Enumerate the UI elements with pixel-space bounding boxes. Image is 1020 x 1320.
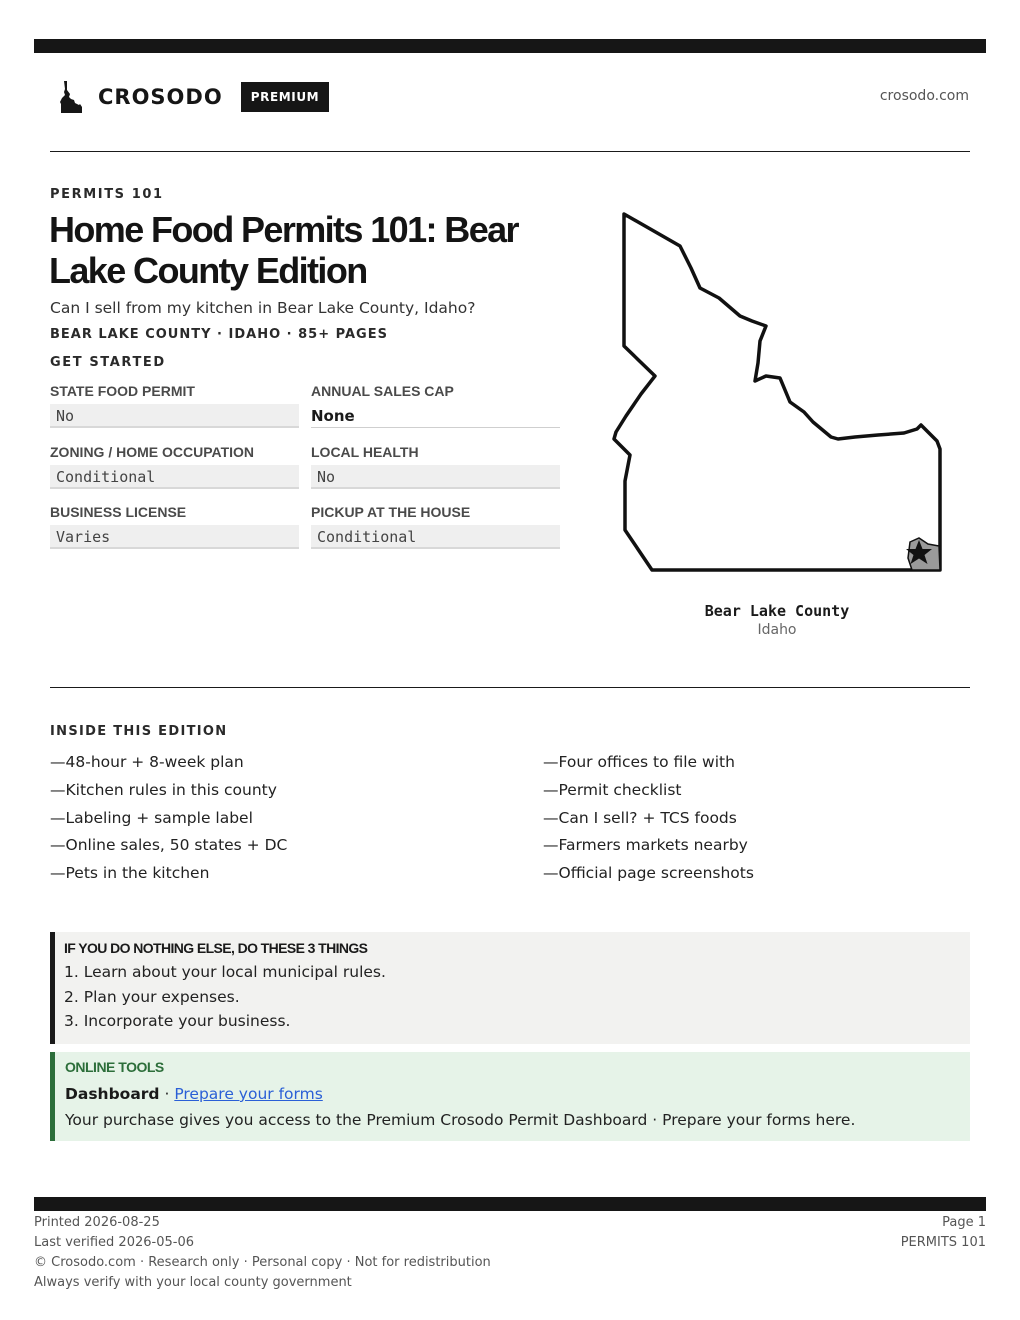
section-kicker: PERMITS 101 [50, 187, 164, 202]
list-item: —Official page screenshots [543, 864, 754, 883]
tools-description: Your purchase gives you access to the Premium Crosodo Permit Dashboard · Prepare your forms here. [65, 1111, 856, 1129]
field-zoning [50, 444, 299, 489]
idaho-silhouette-icon [58, 80, 84, 114]
field-local-health [311, 444, 560, 489]
list-item: —Farmers markets nearby [543, 836, 748, 855]
list-item: —Can I sell? + TCS foods [543, 808, 737, 827]
field-label: PICKUP AT THE HOUSE [311, 504, 471, 520]
section-divider [50, 687, 970, 688]
separator: · [159, 1085, 175, 1103]
field-value: Conditional [50, 465, 299, 489]
field-state-food-permit [50, 383, 299, 428]
page-number: Page 1 [942, 1215, 986, 1230]
dashboard-label: Dashboard [65, 1085, 160, 1103]
list-item: —Kitchen rules in this county [50, 780, 277, 799]
list-item: —48-hour + 8-week plan [50, 753, 244, 771]
verify-note: Always verify with your local county government [34, 1275, 352, 1290]
brand[interactable] [58, 80, 329, 114]
list-item: —Permit checklist [543, 780, 682, 799]
three-things-callout [50, 932, 970, 1044]
callout-item: 3. Incorporate your business. [64, 1012, 291, 1030]
list-item: —Four offices to file with [543, 753, 735, 771]
footer-bar [34, 1197, 986, 1211]
field-label: BUSINESS LICENSE [50, 504, 187, 520]
toc-right [543, 751, 963, 890]
page-title: Home Food Permits 101: Bear Lake County Edition [49, 209, 518, 291]
edition-meta: BEAR LAKE COUNTY · IDAHO · 85+ PAGES [50, 327, 388, 342]
footer-right [901, 1213, 986, 1253]
brand-name: CROSODO [98, 85, 223, 109]
toc-left [50, 751, 470, 890]
prepare-forms-link[interactable]: Prepare your forms [174, 1085, 323, 1103]
field-label: STATE FOOD PERMIT [50, 383, 195, 399]
field-value: Varies [50, 525, 299, 549]
online-tools-panel [50, 1052, 970, 1141]
premium-badge: PREMIUM [241, 82, 330, 112]
top-bar [34, 39, 986, 53]
field-label: LOCAL HEALTH [311, 444, 419, 460]
field-label: ZONING / HOME OCCUPATION [50, 444, 255, 460]
copyright: © Crosodo.com · Research only · Personal copy · Not for redistribution [34, 1255, 491, 1270]
map-caption [677, 602, 877, 638]
field-value: Conditional [311, 525, 560, 549]
tools-link-line [65, 1081, 970, 1107]
footer-section: PERMITS 101 [900, 1235, 986, 1250]
callout-item: 1. Learn about your local municipal rules. [64, 963, 386, 981]
field-business-license [50, 504, 299, 549]
list-item: —Online sales, 50 states + DC [50, 836, 288, 855]
list-item: —Labeling + sample label [50, 808, 253, 827]
header-divider [50, 151, 970, 152]
idaho-outline [614, 214, 940, 570]
verified-date: Last verified 2026-05-06 [34, 1235, 194, 1250]
field-pickup [311, 504, 560, 549]
page-subtitle: Can I sell from my kitchen in Bear Lake County, Idaho? [50, 299, 476, 317]
tools-heading: ONLINE TOOLS [65, 1059, 164, 1075]
callout-heading: IF YOU DO NOTHING ELSE, DO THESE 3 THINGS [64, 940, 368, 956]
field-value: None [311, 404, 560, 428]
footer-left [34, 1213, 491, 1293]
list-item: —Pets in the kitchen [50, 864, 210, 883]
idaho-county-map [608, 206, 948, 578]
field-value: No [311, 465, 560, 489]
map-county-name: Bear Lake County [704, 602, 850, 620]
map-state-name: Idaho [757, 622, 797, 638]
printed-date: Printed 2026-08-25 [34, 1215, 160, 1230]
field-value: No [50, 404, 299, 428]
callout-item: 2. Plan your expenses. [64, 987, 240, 1006]
field-label: ANNUAL SALES CAP [311, 383, 454, 399]
get-started-heading: GET STARTED [50, 355, 166, 370]
field-annual-sales-cap [311, 383, 560, 428]
inside-heading: INSIDE THIS EDITION [50, 724, 228, 739]
site-url[interactable]: crosodo.com [879, 88, 969, 104]
